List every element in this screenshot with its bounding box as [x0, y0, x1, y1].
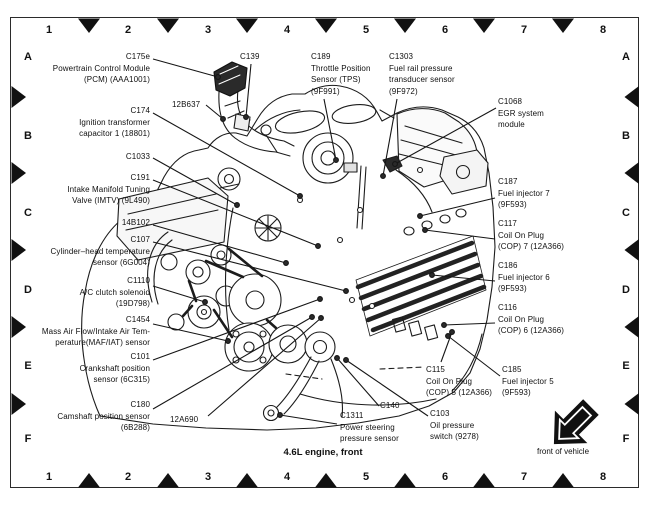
grid-col-label-4-top: 4 [283, 24, 291, 36]
callout-line: (9F593) [498, 200, 527, 210]
callout-line: (COP) 7 (12A366) [498, 242, 565, 252]
callout-line: C140 [380, 401, 400, 410]
callout-line: C139 [240, 52, 260, 61]
callout-C175e [53, 51, 150, 86]
connector-point-12A690 [319, 316, 324, 321]
connector-point-C1454 [226, 339, 231, 344]
callout-line: (COP) 5 (12A366) [426, 388, 493, 398]
callout-line: C187 [498, 177, 518, 186]
callout-line: C117 [498, 219, 517, 228]
grid-col-label-8-top: 8 [599, 24, 607, 36]
grid-row-label-F-left: F [24, 433, 32, 445]
grid-row-label-C-left: C [24, 207, 32, 219]
callout-C1068 [498, 96, 544, 131]
callout-line: (9F991) [311, 86, 340, 96]
grid-col-label-8-bottom: 8 [599, 471, 607, 483]
grid-tick-triangle-right [625, 316, 640, 338]
grid-col-label-2-top: 2 [124, 24, 132, 36]
callout-line: C1033 [125, 152, 150, 161]
connector-point-C107 [344, 289, 349, 294]
callout-12B637 [172, 99, 200, 111]
callout-C115 [426, 364, 492, 399]
callout-line: Powertrain Control Module [52, 63, 150, 73]
connector-point-C1110 [203, 300, 208, 305]
grid-tick-triangle-right [625, 162, 640, 184]
connector-point-C174 [298, 194, 303, 199]
grid-tick-triangle-top [315, 19, 337, 34]
grid-tick-triangle-top [236, 19, 258, 34]
grid-col-label-4-bottom: 4 [283, 471, 291, 483]
grid-col-label-5-bottom: 5 [362, 471, 370, 483]
grid-tick-triangle-bottom [236, 473, 258, 488]
grid-row-label-D-right: D [622, 284, 630, 296]
callout-line: perature(MAF/IAT) sensor [55, 338, 150, 348]
callout-line: C115 [426, 365, 445, 374]
callout-line: Sensor (TPS) [311, 75, 361, 85]
callout-line: C1068 [498, 97, 523, 106]
callout-line: C101 [130, 352, 150, 361]
callout-line: sensor (6C315) [93, 375, 150, 385]
grid-col-label-6-bottom: 6 [441, 471, 449, 483]
callout-line: Fuel rail pressure [389, 63, 453, 73]
callout-line: C103 [430, 409, 450, 418]
grid-tick-triangle-top [157, 19, 179, 34]
callout-C139 [240, 51, 260, 63]
callout-line: Ignition transformer [79, 117, 150, 127]
grid-row-label-F-right: F [622, 433, 630, 445]
connector-point-C1303 [381, 174, 386, 179]
front-of-vehicle-label: front of vehicle [536, 447, 590, 456]
callout-line: module [498, 120, 525, 130]
callout-line: C174 [130, 106, 150, 115]
grid-tick-triangle-right [625, 239, 640, 261]
callout-line: (9F593) [502, 388, 531, 398]
connector-point-C175e [216, 75, 221, 80]
callout-C117 [498, 218, 564, 253]
callout-C116 [498, 302, 564, 337]
callout-C1033 [126, 151, 150, 163]
diagram-caption: 4.6L engine, front [283, 447, 363, 458]
callout-C191 [67, 172, 150, 207]
callout-C103 [430, 408, 479, 443]
connector-point-14B102 [284, 261, 289, 266]
connector-point-C139 [244, 115, 249, 120]
grid-col-label-3-top: 3 [204, 24, 212, 36]
callout-C186 [498, 260, 550, 295]
grid-row-label-A-left: A [24, 51, 32, 63]
callout-line: C189 [311, 52, 331, 61]
connector-point-C180 [310, 315, 315, 320]
callout-line: C175e [125, 52, 150, 61]
leader-line-C175e [153, 59, 218, 77]
grid-tick-triangle-bottom [394, 473, 416, 488]
grid-col-label-6-top: 6 [441, 24, 449, 36]
callout-line: C185 [502, 365, 522, 374]
callout-C174 [79, 105, 150, 140]
callout-line: Coil On Plug [498, 230, 545, 240]
grid-tick-triangle-top [394, 19, 416, 34]
grid-tick-triangle-right [625, 86, 640, 108]
callout-line: 14B102 [121, 218, 150, 227]
grid-tick-triangle-top [78, 19, 100, 34]
grid-tick-triangle-bottom [552, 473, 574, 488]
callout-line: Oil pressure [430, 420, 475, 430]
grid-row-label-B-right: B [622, 130, 630, 142]
connector-point-C140 [335, 356, 340, 361]
callout-line: switch (9278) [430, 432, 479, 442]
callout-C1311 [340, 410, 399, 445]
grid-tick-triangle-right [625, 393, 640, 415]
callout-line: C1110 [127, 276, 150, 285]
callout-line: pressure sensor [340, 434, 399, 444]
callout-line: C180 [130, 400, 150, 409]
callout-line: Coil On Plug [426, 376, 473, 386]
callout-line: (9F972) [389, 86, 418, 96]
grid-col-label-3-bottom: 3 [204, 471, 212, 483]
callout-C189 [311, 51, 371, 97]
callout-line: C1311 [340, 411, 364, 420]
callout-line: Crankshaft position [79, 363, 150, 373]
grid-col-label-1-top: 1 [45, 24, 53, 36]
callout-line: Fuel injector 7 [498, 188, 550, 198]
callout-line: Camshaft position sensor [57, 411, 150, 421]
callout-line: C186 [498, 261, 518, 270]
callout-line: Fuel injector 5 [502, 376, 554, 386]
connector-point-C115 [450, 330, 455, 335]
connector-point-C101 [318, 297, 323, 302]
grid-tick-triangle-left [12, 239, 27, 261]
callout-C1303 [389, 51, 455, 97]
grid-tick-triangle-left [12, 162, 27, 184]
grid-row-label-E-left: E [24, 360, 32, 372]
callout-line: C116 [498, 303, 517, 312]
connector-point-C117 [423, 228, 428, 233]
callout-line: (19D798) [115, 299, 150, 309]
grid-col-label-5-top: 5 [362, 24, 370, 36]
connector-point-C103 [344, 358, 349, 363]
grid-tick-triangle-bottom [78, 473, 100, 488]
callout-line: A/C clutch solenoid [79, 287, 150, 297]
grid-row-label-E-right: E [622, 360, 630, 372]
connector-point-C189 [334, 158, 339, 163]
callout-line: 12B637 [172, 100, 201, 109]
callout-line: Cylinder–head temperature [50, 246, 150, 256]
grid-tick-triangle-bottom [157, 473, 179, 488]
grid-tick-triangle-bottom [315, 473, 337, 488]
grid-tick-triangle-top [473, 19, 495, 34]
connector-point-C191 [316, 244, 321, 249]
callout-line: Power steering [340, 422, 395, 432]
connector-point-12B637 [221, 117, 226, 122]
grid-col-label-1-bottom: 1 [45, 471, 53, 483]
callout-line: (9F593) [498, 284, 527, 294]
grid-col-label-7-bottom: 7 [520, 471, 528, 483]
callout-line: C1303 [389, 52, 414, 61]
callout-C101 [80, 351, 150, 386]
callout-line: 12A690 [170, 415, 199, 424]
callout-line: (6B288) [120, 423, 150, 433]
callout-line: Throttle Position [311, 63, 371, 73]
grid-row-label-D-left: D [24, 284, 32, 296]
callout-12A690 [170, 414, 198, 426]
grid-col-label-2-bottom: 2 [124, 471, 132, 483]
grid-tick-triangle-left [12, 393, 27, 415]
grid-row-label-C-right: C [622, 207, 630, 219]
callout-line: (COP) 6 (12A366) [498, 326, 565, 336]
connector-point-C1311 [278, 413, 283, 418]
callout-line: Coil On Plug [498, 314, 545, 324]
front-of-vehicle-arrow-icon [546, 398, 600, 452]
callout-line: EGR system [498, 108, 544, 118]
connector-point-C187 [418, 214, 423, 219]
callout-line: Valve (IMTV) (9L490) [72, 196, 150, 206]
callout-line: transducer sensor [389, 75, 455, 85]
callout-line: C191 [130, 173, 150, 182]
grid-tick-triangle-top [552, 19, 574, 34]
callout-line: sensor (6G004) [93, 258, 150, 268]
grid-row-label-B-left: B [24, 130, 32, 142]
connector-point-C116 [442, 323, 447, 328]
grid-tick-triangle-left [12, 86, 27, 108]
connector-point-C1068 [393, 162, 398, 167]
callout-line: (PCM) (AAA1001) [84, 75, 150, 85]
connector-point-C1033 [235, 203, 240, 208]
callout-C107 [51, 234, 150, 269]
callout-C185 [502, 364, 554, 399]
callout-C1454 [42, 314, 150, 349]
grid-col-label-7-top: 7 [520, 24, 528, 36]
grid-tick-triangle-bottom [473, 473, 495, 488]
callout-line: C1454 [125, 315, 150, 324]
grid-tick-triangle-left [12, 316, 27, 338]
callout-line: Mass Air Flow/Intake Air Tem- [41, 326, 150, 336]
grid-row-label-A-right: A [622, 51, 630, 63]
callout-C1110 [80, 275, 150, 310]
callout-line: C107 [130, 235, 150, 244]
connector-point-C186 [430, 273, 435, 278]
callout-line: Intake Manifold Tuning [67, 184, 150, 194]
callout-line: capacitor 1 (18801) [79, 129, 150, 139]
callout-14B102 [122, 217, 150, 229]
callout-C187 [498, 176, 550, 211]
callout-line: Fuel injector 6 [498, 272, 550, 282]
callout-C180 [57, 399, 150, 434]
